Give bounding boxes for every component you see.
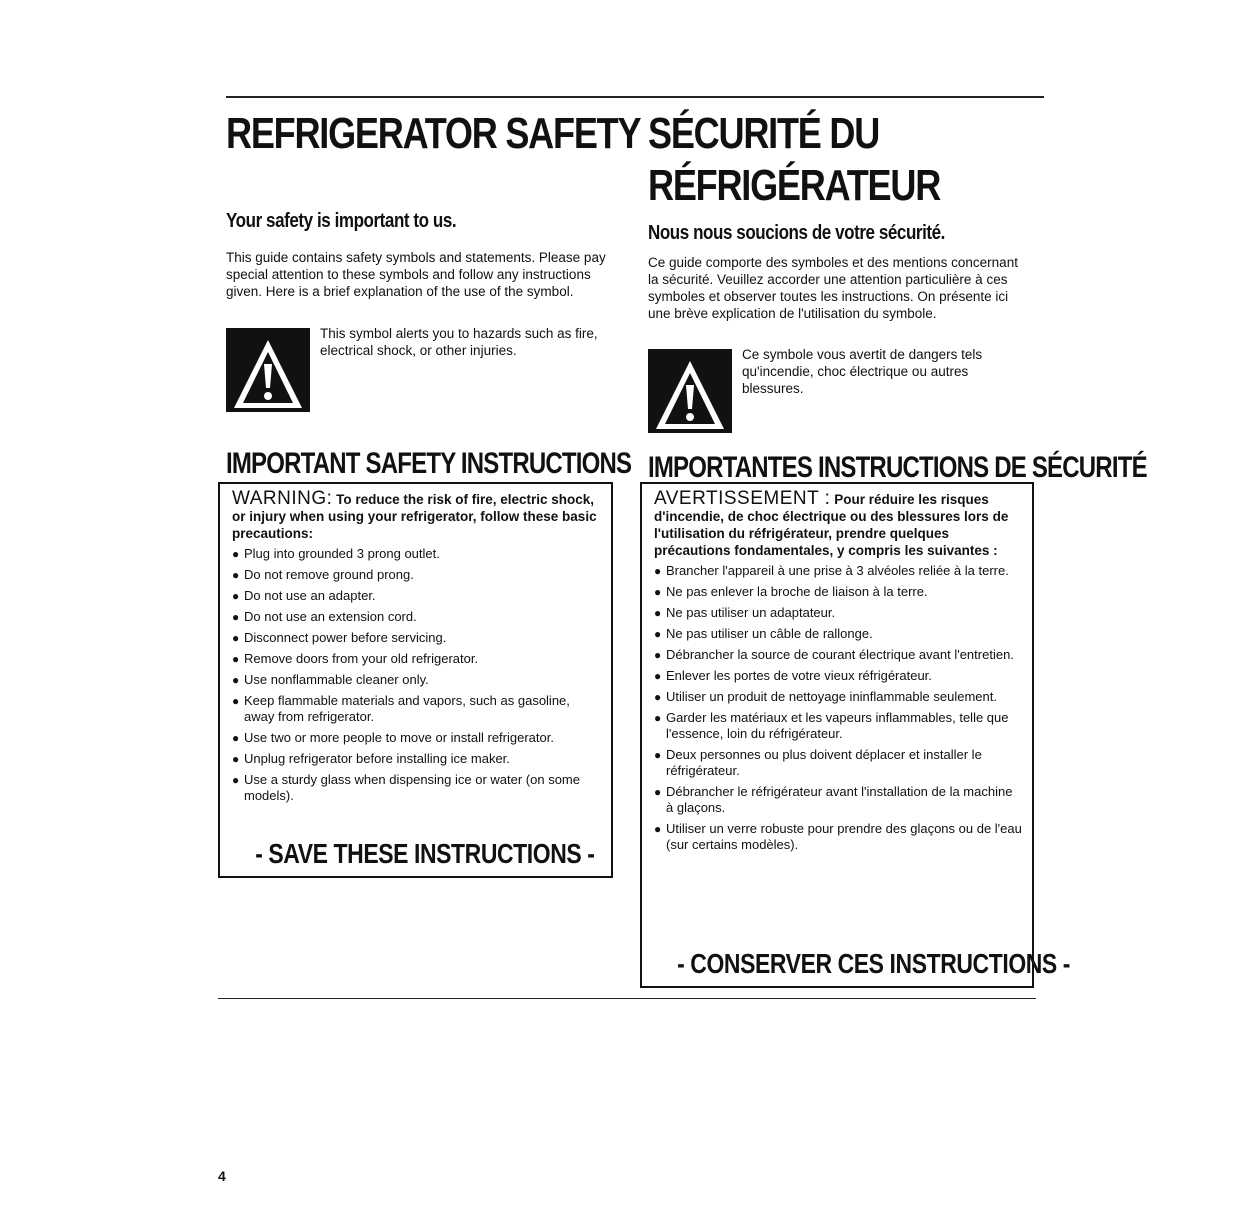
bullet-text: Utiliser un produit de nettoyage ininflammable seulement.	[666, 689, 997, 704]
section-heading-english: IMPORTANT SAFETY INSTRUCTIONS	[226, 447, 632, 480]
bullet-dot-icon: ●	[654, 627, 662, 641]
bullet-item	[232, 693, 601, 725]
bullet-dot-icon: ●	[654, 564, 662, 578]
bullet-item	[232, 672, 601, 688]
bullet-dot-icon: ●	[232, 568, 240, 582]
bullet-item	[232, 546, 601, 562]
bullet-item	[654, 784, 1022, 816]
bullet-item	[654, 710, 1022, 742]
bullet-dot-icon: ●	[654, 822, 662, 836]
english-column	[226, 104, 641, 480]
intro-french: Ce guide comporte des symboles et des mentions concernant la sécurité. Veuillez accorder une attention particulière à ces symboles et observer toutes les instructions. On présente ici une brève explication de l'utilisation du symbole.	[648, 255, 1018, 321]
bullet-text: Deux personnes ou plus doivent déplacer et installer le réfrigérateur.	[666, 747, 982, 778]
bullet-item	[654, 747, 1022, 779]
bullet-text: Ne pas enlever la broche de liaison à la terre.	[666, 584, 928, 599]
bullet-text: Brancher l'appareil à une prise à 3 alvéoles reliée à la terre.	[666, 563, 1009, 578]
bullet-dot-icon: ●	[654, 606, 662, 620]
bullet-text: Enlever les portes de votre vieux réfrigérateur.	[666, 668, 932, 683]
bullet-list-french	[654, 563, 1022, 853]
warning-lead-english	[232, 490, 601, 542]
bullet-item	[654, 626, 1022, 642]
bullet-item	[232, 730, 601, 746]
bullet-dot-icon: ●	[232, 589, 240, 603]
warning-lead-french	[654, 490, 1022, 559]
bullet-text: Débrancher la source de courant électrique avant l'entretien.	[666, 647, 1014, 662]
bullet-text: Ne pas utiliser un adaptateur.	[666, 605, 836, 620]
warning-text-french: Pour réduire les risques d'incendie, de choc électrique ou des blessures lors de l'utilisation du réfrigérateur, prendre quelques précautions fondamentales, y compris les suivantes :	[654, 492, 1009, 558]
warning-triangle-icon	[648, 349, 732, 433]
bullet-dot-icon: ●	[654, 648, 662, 662]
bullet-text: Unplug refrigerator before installing ice maker.	[244, 751, 510, 766]
bullet-text: Do not use an adapter.	[244, 588, 376, 603]
warning-box-english	[218, 482, 613, 878]
bullet-item	[654, 647, 1022, 663]
save-instructions-french: - CONSERVER CES INSTRUCTIONS -	[677, 948, 1071, 979]
bullet-text: Use a sturdy glass when dispensing ice or water (on some models).	[244, 772, 580, 803]
bullet-dot-icon: ●	[654, 585, 662, 599]
bullet-dot-icon: ●	[654, 690, 662, 704]
bullet-item	[654, 668, 1022, 684]
warning-text-english: To reduce the risk of fire, electric shock, or injury when using your refrigerator, follow these basic precautions:	[232, 492, 597, 541]
page-number: 4	[218, 1168, 226, 1184]
warning-triangle-icon	[226, 328, 310, 412]
bullet-item	[232, 772, 601, 804]
top-rule	[226, 96, 1044, 98]
bullet-item	[232, 651, 601, 667]
bullet-text: Débrancher le réfrigérateur avant l'installation de la machine à glaçons.	[666, 784, 1013, 815]
alert-text-french: Ce symbole vous avertit de dangers tels qu'incendie, choc électrique ou autres blessures.	[742, 347, 983, 396]
bullet-text: Do not remove ground prong.	[244, 567, 414, 582]
bullet-item	[232, 609, 601, 625]
alert-row-english	[226, 328, 611, 412]
bullet-text: Keep flammable materials and vapors, such as gasoline, away from refrigerator.	[244, 693, 570, 724]
bullet-item	[654, 689, 1022, 705]
intro-english: This guide contains safety symbols and statements. Please pay special attention to these symbols and follow any instructions given. Here is a brief explanation of the use of the symbol.	[226, 250, 606, 299]
bullet-text: Utiliser un verre robuste pour prendre des glaçons ou de l'eau (sur certains modèles).	[666, 821, 1022, 852]
bullet-dot-icon: ●	[232, 673, 240, 687]
bullet-dot-icon: ●	[232, 752, 240, 766]
bullet-item	[232, 588, 601, 604]
bullet-dot-icon: ●	[654, 711, 662, 725]
warning-word-french: AVERTISSEMENT :	[654, 488, 831, 509]
section-heading-french: IMPORTANTES INSTRUCTIONS DE SÉCURITÉ	[648, 451, 1147, 484]
bullet-text: Use nonflammable cleaner only.	[244, 672, 429, 687]
subtitle-english: Your safety is important to us.	[226, 210, 457, 232]
alert-row-french	[648, 349, 1038, 433]
bullet-dot-icon: ●	[232, 731, 240, 745]
bullet-dot-icon: ●	[232, 610, 240, 624]
bullet-dot-icon: ●	[232, 631, 240, 645]
bullet-text: Garder les matériaux et les vapeurs inflammables, telle que l'essence, loin du réfrigérateur.	[666, 710, 1009, 741]
bullet-dot-icon: ●	[654, 748, 662, 762]
bullet-text: Remove doors from your old refrigerator.	[244, 651, 479, 666]
bullet-dot-icon: ●	[232, 773, 240, 787]
warning-box-french	[640, 482, 1071, 988]
save-instructions-english: - SAVE THESE INSTRUCTIONS -	[255, 838, 595, 869]
bullet-text: Disconnect power before servicing.	[244, 630, 447, 645]
bottom-rule	[218, 998, 1036, 999]
bullet-item	[232, 751, 601, 767]
bullet-dot-icon: ●	[654, 785, 662, 799]
bullet-dot-icon: ●	[232, 652, 240, 666]
bullet-text: Do not use an extension cord.	[244, 609, 417, 624]
bullet-dot-icon: ●	[654, 669, 662, 683]
bullet-dot-icon: ●	[232, 547, 240, 561]
bullet-item	[654, 563, 1022, 579]
bullet-text: Ne pas utiliser un câble de rallonge.	[666, 626, 873, 641]
warning-word-english: WARNING:	[232, 488, 333, 509]
bullet-item	[654, 584, 1022, 600]
bullet-item	[654, 605, 1022, 621]
subtitle-french: Nous nous soucions de votre sécurité.	[648, 222, 945, 244]
page-title-french-line1: SÉCURITÉ DU	[648, 109, 880, 158]
bullet-text: Plug into grounded 3 prong outlet.	[244, 546, 440, 561]
bullet-item	[654, 821, 1022, 853]
bullet-text: Use two or more people to move or install refrigerator.	[244, 730, 554, 745]
page-title-english: REFRIGERATOR SAFETY	[226, 109, 641, 158]
alert-text-english: This symbol alerts you to hazards such as fire, electrical shock, or other injuries.	[320, 326, 598, 358]
page-title-french-line2: RÉFRIGÉRATEUR	[648, 161, 941, 210]
bullet-item	[232, 630, 601, 646]
bullet-item	[232, 567, 601, 583]
bullet-dot-icon: ●	[232, 694, 240, 708]
french-column	[648, 104, 1147, 484]
bullet-list-english	[232, 546, 601, 804]
